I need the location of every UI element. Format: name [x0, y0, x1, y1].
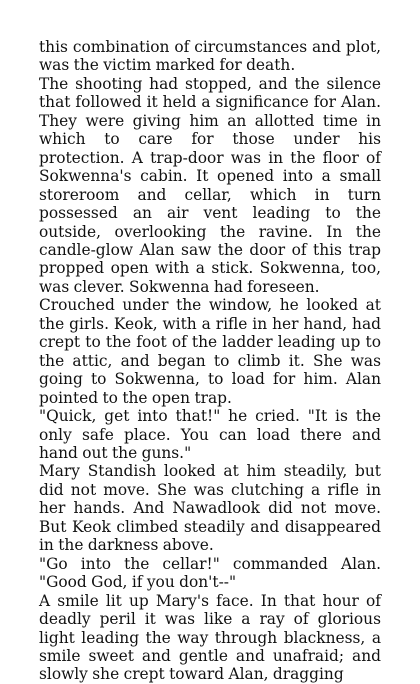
- paragraph-3: Crouched under the window, he looked at the girls. Keok, with a rifle in her hand, had crept to the foot of the ladder leading up to the attic, and began to climb it. She was going to Sokwenna, to load for him. Alan pointed to the open trap.: [39, 296, 381, 407]
- paragraph-6: "Go into the cellar!" commanded Alan. "Good God, if you don't--": [39, 554, 381, 592]
- paragraph-1: this combination of circumstances and plot, was the victim marked for death.: [39, 38, 381, 75]
- paragraph-7: A smile lit up Mary's face. In that hour of deadly peril it was like a ray of glorious light leading the way through blackness, a smile sweet and gentle and unafraid; and slowly she crept toward Alan, dragging: [39, 591, 381, 684]
- paragraph-2: The shooting had stopped, and the silence that followed it held a significance for Alan. They were giving him an allotted time in which to care for those under his protection. A trap-door was in the floor of Sokwenna's cabin. It opened into a small storeroom and cellar, which in turn possessed an air vent leading to the outside, overlooking the ravine. In the candle-glow Alan saw the door of this trap propped open with a stick. Sokwenna, too, was clever. Sokwenna had foreseen.: [39, 74, 381, 296]
- paragraph-5: Mary Standish looked at him steadily, but did not move. She was clutching a rifle in her hands. And Nawadlook did not move. But Keok climbed steadily and disappeared in the darkness above.: [39, 462, 381, 555]
- paragraph-4: "Quick, get into that!" he cried. "It is the only safe place. You can load there and hand out the guns.": [39, 407, 381, 462]
- page-text: [39, 38, 381, 684]
